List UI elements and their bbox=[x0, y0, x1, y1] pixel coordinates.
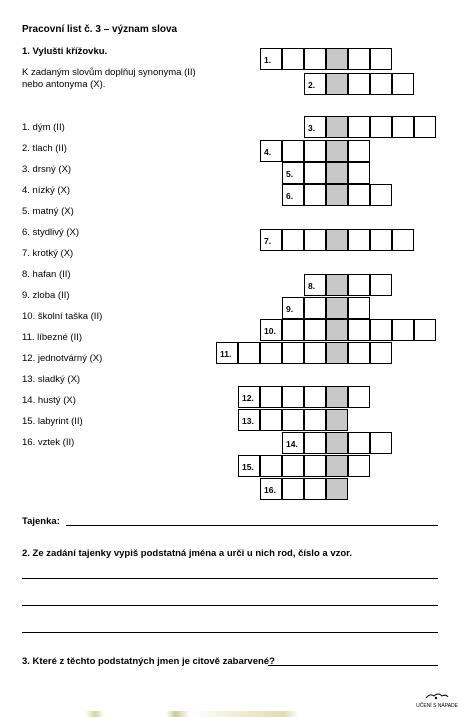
crossword-cell[interactable] bbox=[304, 342, 326, 364]
crossword-cell[interactable] bbox=[304, 319, 326, 341]
clue-14: 14. hustý (X) bbox=[22, 395, 76, 406]
clue-15: 15. labyrint (II) bbox=[22, 416, 83, 427]
crossword-cell[interactable] bbox=[370, 342, 392, 364]
crossword-number-14: 14. bbox=[282, 432, 304, 454]
crossword-cell[interactable] bbox=[304, 184, 326, 206]
crossword-number-12: 12. bbox=[238, 386, 260, 408]
crossword-cell[interactable] bbox=[348, 162, 370, 184]
crossword-cell[interactable] bbox=[392, 319, 414, 341]
crossword-cell[interactable] bbox=[370, 116, 392, 138]
crossword-number-1: 1. bbox=[260, 48, 282, 70]
clue-11: 11. líbezné (II) bbox=[22, 332, 83, 343]
crossword-cell[interactable] bbox=[304, 478, 326, 500]
crossword-cell[interactable] bbox=[282, 478, 304, 500]
crossword-solution-cell[interactable] bbox=[326, 116, 348, 138]
clue-5: 5. matný (X) bbox=[22, 206, 74, 217]
crossword-number-9: 9. bbox=[282, 297, 304, 319]
crossword-cell[interactable] bbox=[348, 319, 370, 341]
crossword-cell[interactable] bbox=[348, 432, 370, 454]
clue-7: 7. krotký (X) bbox=[22, 248, 74, 259]
crossword-cell[interactable] bbox=[348, 342, 370, 364]
crossword-solution-cell[interactable] bbox=[326, 140, 348, 162]
crossword-cell[interactable] bbox=[392, 229, 414, 251]
crossword-cell[interactable] bbox=[282, 319, 304, 341]
crossword-cell[interactable] bbox=[370, 274, 392, 296]
crossword-solution-cell[interactable] bbox=[326, 478, 348, 500]
publisher-logo bbox=[416, 691, 458, 709]
task1-instruction-line1: K zadaným slovům doplňuj synonyma (II) bbox=[22, 67, 196, 78]
crossword-cell[interactable] bbox=[282, 342, 304, 364]
logo-text: UČENÍ S NÁPADE bbox=[416, 703, 458, 709]
crossword-cell[interactable] bbox=[392, 116, 414, 138]
clue-4: 4. nízký (X) bbox=[22, 185, 71, 196]
crossword-cell[interactable] bbox=[260, 409, 282, 431]
crossword-cell[interactable] bbox=[238, 342, 260, 364]
crossword-number-16: 16. bbox=[260, 478, 282, 500]
crossword-solution-cell[interactable] bbox=[326, 73, 348, 95]
crossword-solution-cell[interactable] bbox=[326, 48, 348, 70]
crossword-number-5: 5. bbox=[282, 162, 304, 184]
crossword-cell[interactable] bbox=[304, 432, 326, 454]
crossword-cell[interactable] bbox=[282, 409, 304, 431]
crossword-solution-cell[interactable] bbox=[326, 342, 348, 364]
crossword-cell[interactable] bbox=[282, 140, 304, 162]
crossword-cell[interactable] bbox=[348, 140, 370, 162]
crossword-cell[interactable] bbox=[414, 116, 436, 138]
task2-heading: 2. Ze zadání tajenky vypiš podstatná jména a urči u nich rod, číslo a vzor. bbox=[22, 548, 352, 559]
crossword-number-4: 4. bbox=[260, 140, 282, 162]
task1-heading: 1. Vylušti křížovku. bbox=[22, 46, 108, 57]
crossword-solution-cell[interactable] bbox=[326, 409, 348, 431]
crossword-cell[interactable] bbox=[304, 409, 326, 431]
clue-10: 10. školní taška (II) bbox=[22, 311, 103, 322]
crossword-cell[interactable] bbox=[348, 455, 370, 477]
clue-8: 8. hafan (II) bbox=[22, 269, 71, 280]
crossword-cell[interactable] bbox=[348, 386, 370, 408]
crossword-cell[interactable] bbox=[260, 455, 282, 477]
crossword-cell[interactable] bbox=[304, 229, 326, 251]
crossword-cell[interactable] bbox=[282, 48, 304, 70]
crossword-cell[interactable] bbox=[282, 229, 304, 251]
crossword-solution-cell[interactable] bbox=[326, 319, 348, 341]
clue-1: 1. dým (II) bbox=[22, 122, 65, 133]
crossword-cell[interactable] bbox=[304, 386, 326, 408]
crossword-solution-cell[interactable] bbox=[326, 162, 348, 184]
task2-answer-line-3[interactable] bbox=[22, 632, 438, 633]
crossword-cell[interactable] bbox=[370, 48, 392, 70]
tajenka-label: Tajenka: bbox=[22, 516, 60, 527]
crossword-solution-cell[interactable] bbox=[326, 184, 348, 206]
crossword-number-8: 8. bbox=[304, 274, 326, 296]
task1-instruction-line2: nebo antonyma (X). bbox=[22, 79, 106, 90]
clue-2: 2. tlach (II) bbox=[22, 143, 67, 154]
crossword-cell[interactable] bbox=[282, 455, 304, 477]
crossword-cell[interactable] bbox=[260, 342, 282, 364]
crossword-number-6: 6. bbox=[282, 184, 304, 206]
page-title: Pracovní list č. 3 – význam slova bbox=[22, 24, 178, 35]
crossword-number-10: 10. bbox=[260, 319, 282, 341]
bottom-photo-strip bbox=[0, 711, 474, 717]
clue-3: 3. drsný (X) bbox=[22, 164, 72, 175]
crossword-cell[interactable] bbox=[304, 140, 326, 162]
crossword-cell[interactable] bbox=[282, 386, 304, 408]
crossword-cell[interactable] bbox=[348, 297, 370, 319]
crossword-cell[interactable] bbox=[304, 297, 326, 319]
crossword-cell[interactable] bbox=[370, 73, 392, 95]
clue-12: 12. jednotvárný (X) bbox=[22, 353, 103, 364]
crossword-cell[interactable] bbox=[260, 386, 282, 408]
task3-answer-line[interactable] bbox=[268, 665, 438, 666]
crossword-cell[interactable] bbox=[392, 73, 414, 95]
crossword-number-11: 11. bbox=[216, 342, 238, 364]
crossword-cell[interactable] bbox=[414, 319, 436, 341]
crossword-cell[interactable] bbox=[348, 229, 370, 251]
tajenka-answer-line[interactable] bbox=[66, 525, 438, 526]
crossword-cell[interactable] bbox=[304, 455, 326, 477]
crossword-cell[interactable] bbox=[348, 274, 370, 296]
crossword-cell[interactable] bbox=[370, 432, 392, 454]
crossword-solution-cell[interactable] bbox=[326, 455, 348, 477]
crossword-solution-cell[interactable] bbox=[326, 274, 348, 296]
clue-13: 13. sladký (X) bbox=[22, 374, 81, 385]
crossword-number-3: 3. bbox=[304, 116, 326, 138]
crossword-cell[interactable] bbox=[370, 319, 392, 341]
crossword-cell[interactable] bbox=[304, 48, 326, 70]
crossword-number-2: 2. bbox=[304, 73, 326, 95]
crossword-cell[interactable] bbox=[370, 184, 392, 206]
crossword-cell[interactable] bbox=[348, 73, 370, 95]
crossword-cell[interactable] bbox=[370, 229, 392, 251]
crossword-number-7: 7. bbox=[260, 229, 282, 251]
clue-9: 9. zloba (II) bbox=[22, 290, 70, 301]
crossword-cell[interactable] bbox=[304, 162, 326, 184]
crossword-solution-cell[interactable] bbox=[326, 297, 348, 319]
task2-answer-line-2[interactable] bbox=[22, 605, 438, 606]
bird-logo-icon bbox=[424, 691, 450, 701]
crossword-cell[interactable] bbox=[348, 48, 370, 70]
clue-16: 16. vztek (II) bbox=[22, 437, 75, 448]
clue-6: 6. stydlivý (X) bbox=[22, 227, 80, 238]
crossword-solution-cell[interactable] bbox=[326, 432, 348, 454]
crossword-number-15: 15. bbox=[238, 455, 260, 477]
crossword-cell[interactable] bbox=[348, 184, 370, 206]
task3-heading: 3. Které z těchto podstatných jmen je citově zabarvené? bbox=[22, 656, 275, 667]
crossword-cell[interactable] bbox=[348, 116, 370, 138]
crossword-number-13: 13. bbox=[238, 409, 260, 431]
crossword-solution-cell[interactable] bbox=[326, 386, 348, 408]
crossword-solution-cell[interactable] bbox=[326, 229, 348, 251]
task2-answer-line-1[interactable] bbox=[22, 578, 438, 579]
